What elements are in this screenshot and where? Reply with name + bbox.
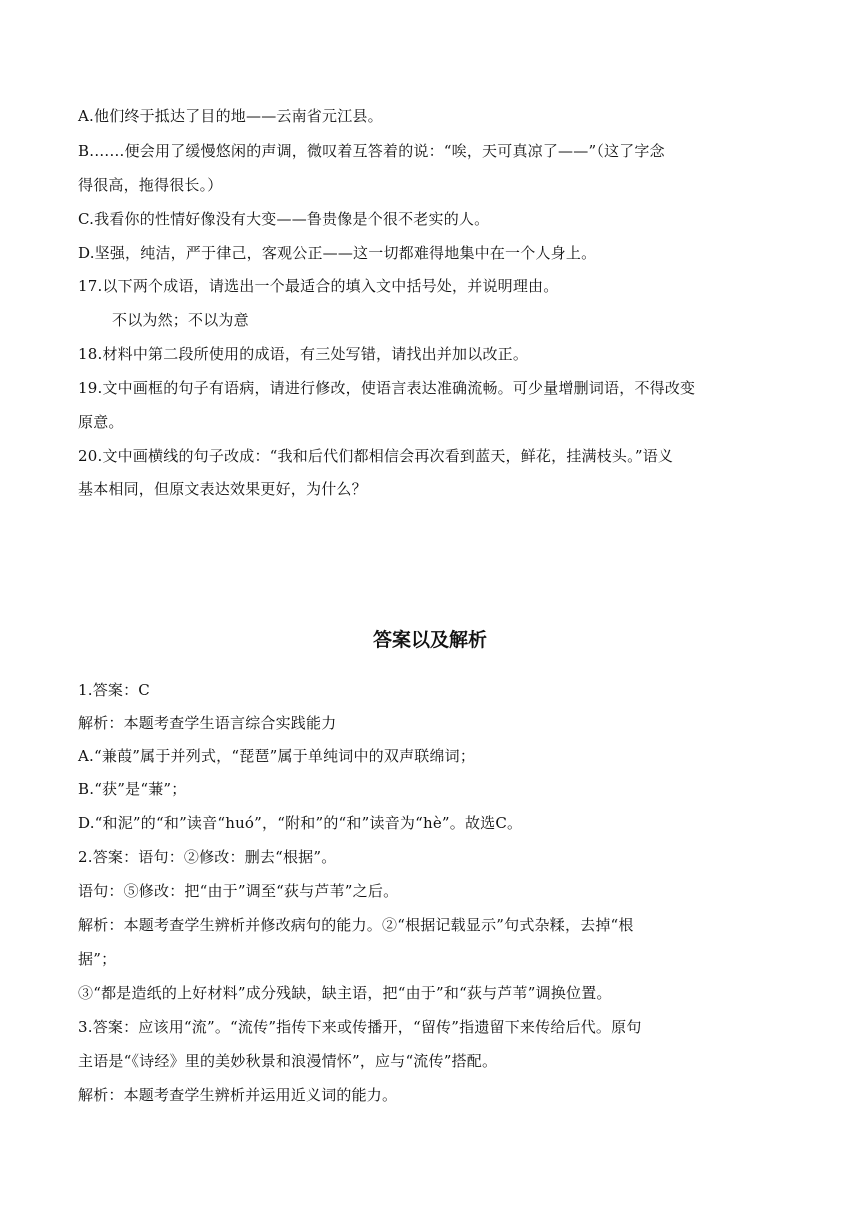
answer-line: 解析：本题考查学生辨析并修改病句的能力。②“根据记载显示”句式杂糅，去掉“根 (78, 916, 634, 934)
answer-line: 1.答案：C (78, 681, 150, 699)
question-20-line-1: 20.文中画横线的句子改成：“我和后代们都相信会再次看到蓝天，鲜花，挂满枝头。”语义 (78, 447, 674, 465)
answer-line: A.“兼葭”属于并列式，“琵琶”属于单纯词中的双声联绵词； (78, 747, 476, 765)
answer-line: ③“都是造纸的上好材料”成分残缺，缺主语，把“由于”和“荻与芦苇”调换位置。 (78, 984, 612, 1002)
option-b: B.……便会用了缓慢悠闲的声调，微叹着互答着的说：“唉，天可真凉了——”（这了字念 (78, 142, 665, 160)
option-a: A.他们终于抵达了目的地——云南省元江县。 (78, 107, 383, 125)
question-19-line-2: 原意。 (78, 413, 124, 431)
option-b-continued: 得很高，拖得很长。） (78, 176, 223, 194)
answer-line: 2.答案：语句：②修改：删去“根据”。 (78, 848, 337, 866)
answer-line: 解析：本题考查学生辨析并运用近义词的能力。 (78, 1086, 398, 1104)
answer-line: 语句：⑤修改：把“由于”调至“荻与芦苇”之后。 (78, 882, 399, 900)
option-d: D.坚强，纯洁，严于律己，客观公正——这一切都难得地集中在一个人身上。 (78, 244, 597, 262)
answer-line: B.“获”是“蒹”； (78, 780, 187, 798)
answer-line: 3.答案：应该用“流”。“流传”指传下来或传播开，“留传”指遗留下来传给后代。原句 (78, 1018, 642, 1036)
answer-line: D.“和泥”的“和”读音“huó”，“附和”的“和”读音为“hè”。故选C。 (78, 814, 523, 832)
question-19-line-1: 19.文中画框的句子有语病，请进行修改，使语言表达准确流畅。可少量增删词语，不得改变 (78, 379, 696, 397)
question-20-line-2: 基本相同，但原文表达效果更好，为什么？ (78, 480, 367, 498)
answer-line: 解析：本题考查学生语言综合实践能力 (78, 714, 337, 732)
question-18: 18.材料中第二段所使用的成语，有三处写错，请找出并加以改正。 (78, 345, 529, 363)
option-c: C.我看你的性情好像没有大变——鲁贵像是个很不老实的人。 (78, 210, 490, 228)
question-17-choices: 不以为然；不以为意 (112, 311, 249, 329)
answer-line: 据”； (78, 950, 117, 968)
question-17: 17.以下两个成语，请选出一个最适合的填入文中括号处，并说明理由。 (78, 277, 559, 295)
answer-line: 主语是“《诗经》里的美妙秋景和浪漫情怀”，应与“流传”搭配。 (78, 1052, 498, 1070)
answers-title: 答案以及解析 (372, 629, 487, 651)
